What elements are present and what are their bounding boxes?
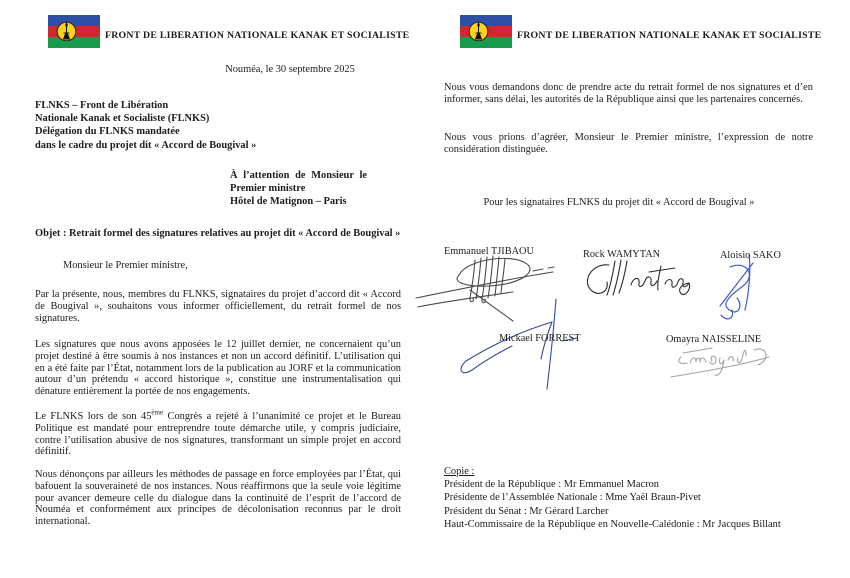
signature-forrest	[450, 297, 590, 395]
paragraph-1: Par la présente, nous, membres du FLNKS, signataires du projet d’accord dit « Accord de Bougival », souhaitons vous informer officiellement, du retrait formel de nos signatures.	[35, 289, 401, 324]
signatories-heading: Pour les signataires FLNKS du projet dit « Accord de Bougival »	[483, 197, 755, 208]
paragraph-4: Nous dénonçons par ailleurs les méthodes de passage en force employées par l’État, qui bafouent la souveraineté de nos instances. Nous réaffirmons que la seule voie légitime pour avancer demeure celle du dialogue dans la continuité de l’esprit de l’accord de Nouméa et conformément aux principes de décolonisation reconnus par le droit international.	[35, 469, 401, 528]
signatory-name-sako: Aloisio SAKO	[720, 250, 781, 261]
copy-heading: Copie :	[444, 466, 475, 477]
sender-block	[35, 99, 256, 152]
signatory-name-tjibaou: Emmanuel TJIBAOU	[444, 246, 534, 257]
recipient-line: Hôtel de Matignon – Paris	[230, 196, 347, 208]
recipient-block	[230, 169, 367, 209]
recipient-line: Premier ministre	[230, 183, 306, 195]
org-name-header: FRONT DE LIBERATION NATIONALE KANAK ET SOCIALISTE	[105, 30, 410, 41]
signatory-name-forrest: Mickael FORREST	[499, 333, 581, 344]
signature-wamytan	[579, 256, 694, 301]
signatory-name-wamytan: Rock WAMYTAN	[583, 249, 661, 260]
paragraph-3-text: Le FLNKS lors de son 45	[35, 411, 152, 422]
sender-line: Délégation du FLNKS mandatée	[35, 126, 180, 138]
copy-recipient: Haut-Commissaire de la République en Nouvelle-Calédonie : Mr Jacques Billant	[444, 518, 781, 530]
sender-line: dans le cadre du projet dit « Accord de Bougival »	[35, 139, 257, 151]
recipient-line: À l’attention de Monsieur le	[230, 170, 367, 181]
copy-block	[444, 465, 781, 531]
letter-page-2	[425, 0, 850, 578]
copy-recipient: Présidente de l’Assemblée Nationale : Mme Yaël Braun-Pivet	[444, 492, 701, 504]
date-line: Nouméa, le 30 septembre 2025	[225, 64, 355, 75]
org-name-header: FRONT DE LIBERATION NATIONALE KANAK ET SOCIALISTE	[517, 30, 822, 41]
subject-line: Objet : Retrait formel des signatures relatives au projet dit « Accord de Bougival »	[35, 228, 401, 239]
copy-recipient: Président de la République : Mr Emmanuel Macron	[444, 479, 659, 491]
salutation: Monsieur le Premier ministre,	[63, 260, 188, 271]
paragraph-2: Les signatures que nous avons apposées le 12 juillet dernier, ne concernaient qu’un projet destiné à être soumis à nos instances et non un accord définitif. L’utilisation qui en a été faite par l’État, notamment lors de la publication au JORF et la communication autour d’un prétendu « accord historique », constitue une instrumentalisation qui dénature entièrement la portée de nos engagements.	[35, 339, 401, 398]
kanak-flag-icon	[48, 15, 100, 48]
signatory-name-naisseline: Omayra NAISSELINE	[666, 334, 762, 345]
signature-naisseline	[668, 340, 773, 385]
paragraph-3	[35, 408, 401, 458]
sender-line: FLNKS – Front de Libération	[35, 100, 169, 111]
ordinal-superscript: ème	[151, 408, 164, 417]
paragraph-3-text: Congrès a rejeté à l’unanimité ce projet et le Bureau Politique est mandaté pour entreprendre toute démarche utile, y compris judiciaire, contre l’utilisation abusive de nos signatures, transformant un simple projet en accord définitif.	[35, 411, 401, 458]
signature-sako	[712, 253, 767, 323]
sender-line: Nationale Kanak et Socialiste (FLNKS)	[35, 113, 210, 125]
copy-recipient: Président du Sénat : Mr Gérard Larcher	[444, 505, 609, 517]
kanak-flag-icon	[460, 15, 512, 48]
paragraph-5: Nous vous demandons donc de prendre acte du retrait formel de nos signatures et d’en informer, sans délai, les autorités de la République ainsi que les partenaires concernés.	[444, 82, 813, 105]
paragraph-6: Nous vous prions d’agréer, Monsieur le Premier ministre, l’expression de notre considération distinguée.	[444, 132, 813, 155]
